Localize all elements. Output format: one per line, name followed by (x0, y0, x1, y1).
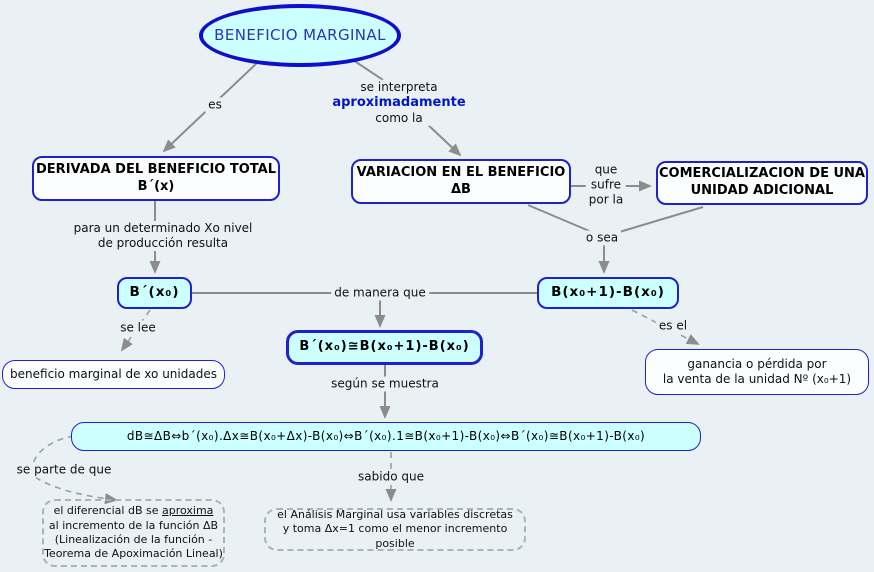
se-lee-text: se lee (120, 320, 156, 335)
como-la-line: como la (375, 111, 423, 126)
o-sea-text: o sea (585, 230, 619, 245)
comercializacion-line2: UNIDAD ADICIONAL (690, 183, 834, 198)
diferencial-line3: (Linealización de la función - (54, 533, 213, 546)
link-label-segun-se-muestra[interactable] (328, 377, 442, 392)
link-label-sabido-que[interactable] (355, 470, 427, 485)
de-manera-que-text: de manera que (334, 285, 426, 300)
link-label-que-sufre-por-la[interactable] (586, 163, 626, 208)
node-formula-cadena[interactable] (71, 422, 701, 451)
diferencial-line1 (54, 504, 214, 518)
link-label-es[interactable] (205, 98, 225, 113)
link-label-se-parte-de-que[interactable] (14, 463, 115, 478)
link-label-se-lee[interactable] (117, 321, 159, 336)
aproximadamente-line: aproximadamente (332, 94, 466, 110)
link-label-para-nivel[interactable] (71, 221, 256, 251)
analisis-line1: el Análisis Marginal usa variables discretas (277, 508, 513, 522)
derivada-line1: DERIVADA DEL BENEFICIO TOTAL (36, 161, 276, 177)
diferencial-line1-underlined: aproxima (162, 504, 214, 518)
diferencial-line2: al incremento de la función ΔB (48, 518, 219, 532)
que-line: que (594, 162, 618, 177)
node-diferencial-aproxima[interactable] (42, 499, 225, 567)
es-el-text: es el (658, 318, 688, 333)
b-dif-label: B(x₀+1)-B(x₀) (551, 284, 665, 301)
node-b-diferencia[interactable] (537, 277, 679, 309)
equivalencia-label: B´(x₀)≅B(x₀+1)-B(x₀) (299, 339, 470, 355)
node-beneficio-marginal-root[interactable] (199, 4, 401, 67)
node-equivalencia[interactable] (286, 330, 483, 365)
se-interpreta-line: se interpreta (360, 79, 438, 94)
node-comercializacion-unidad[interactable] (656, 161, 868, 205)
link-label-de-manera-que[interactable] (331, 286, 429, 301)
por-la-line: por la (588, 192, 624, 207)
link-label-o-sea[interactable] (583, 231, 621, 246)
root-label: BENEFICIO MARGINAL (214, 25, 386, 44)
node-derivada-beneficio-total[interactable] (32, 156, 280, 201)
connector-comercializacion-osea (616, 207, 703, 233)
link-label-es-el[interactable] (656, 319, 690, 334)
b-prima-label: B´(x₀) (129, 284, 180, 301)
sabido-que-text: sabido que (358, 469, 424, 484)
segun-se-muestra-text: según se muestra (331, 376, 439, 391)
ganancia-line1: ganancia o pérdida por (687, 356, 827, 371)
comercializacion-line1: COMERCIALIZACION DE UNA (659, 166, 865, 182)
node-beneficio-marginal-xo[interactable] (2, 360, 225, 389)
node-analisis-marginal[interactable] (264, 508, 526, 551)
node-b-prima-x0[interactable] (117, 277, 192, 309)
produccion-resulta-line: de producción resulta (97, 236, 229, 250)
beneficio-xo-label: beneficio marginal de xo unidades (10, 366, 217, 381)
link-label-se-interpreta[interactable] (329, 80, 468, 126)
diferencial-line1-pre: el diferencial dB se (53, 504, 162, 518)
analisis-line2: y toma Δx=1 como el menor incremento posible (282, 522, 508, 550)
diferencial-line4: Teorema de Apoximación Lineal) (44, 547, 223, 561)
connector-variacion-osea (528, 205, 594, 233)
formula-label: dB≅ΔB⇔b´(x₀).Δx≅B(x₀+Δx)-B(x₀)⇔B´(x₀).1≅B(x₀+1)-B(x₀)⇔B´(x₀)≅B(x₀+1)-B(x₀) (126, 428, 646, 443)
sufre-line: sufre (590, 177, 622, 192)
link-label-es-text: es (208, 97, 222, 112)
ganancia-line2: la venta de la unidad Nº (x₀+1) (662, 372, 852, 386)
se-parte-de-que-text: se parte de que (16, 462, 112, 477)
para-nivel-line: para un determinado Xo nivel (73, 221, 253, 235)
node-variacion-beneficio[interactable] (351, 159, 571, 204)
variacion-line2: ΔB (451, 181, 471, 197)
derivada-line2: B´(x) (137, 178, 175, 194)
variacion-line1: VARIACION EN EL BENEFICIO (356, 164, 566, 180)
node-ganancia-perdida[interactable] (645, 349, 869, 395)
